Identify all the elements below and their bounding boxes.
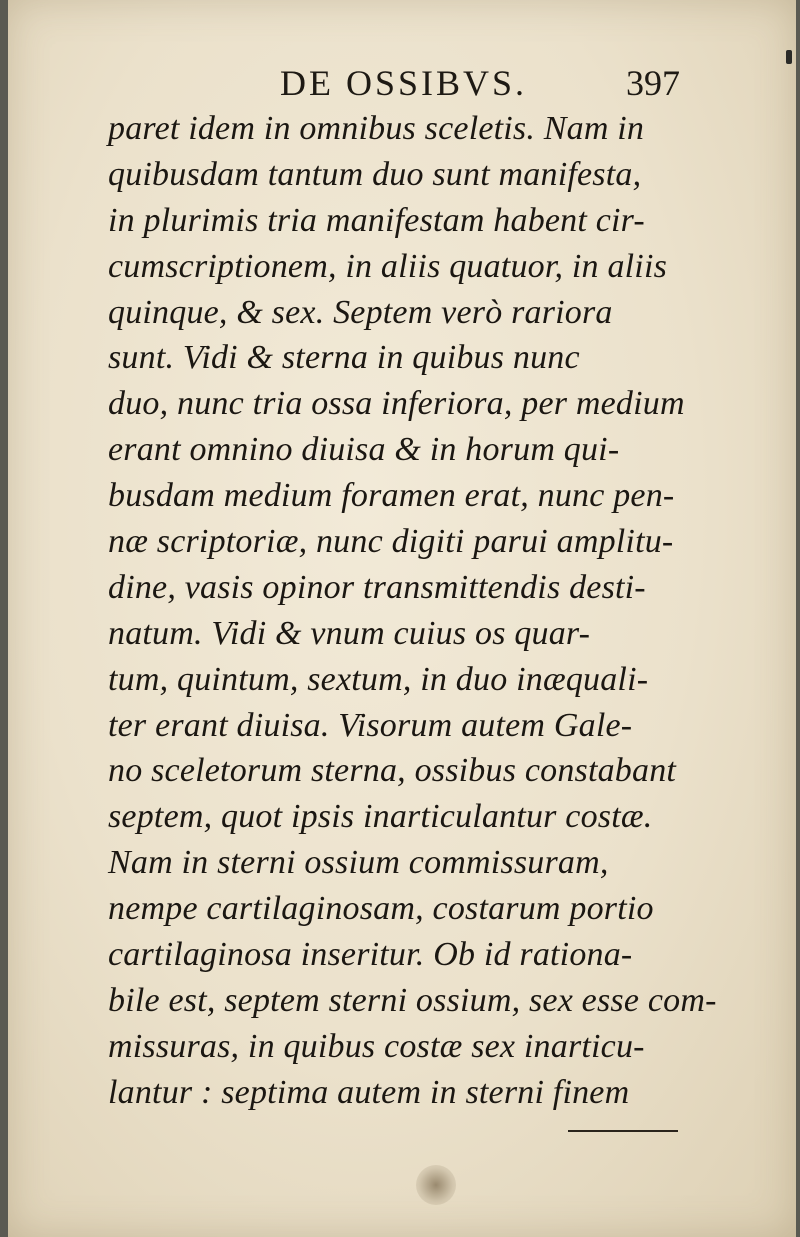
text-line: septem, quot ipsis inarticulantur costæ. [108,798,653,836]
text-line: quibusdam tantum duo sunt manifesta, [108,155,642,193]
text-line: nempe cartilaginosam, costarum portio [108,890,654,928]
text-line: quinque, & sex. Septem verò rariora [108,293,613,331]
text-line: sunt. Vidi & sterna in quibus nunc [108,339,580,377]
text-line: lantur : septima autem in sterni finem [108,1073,630,1111]
page-header [8,62,796,112]
ink-stain [416,1165,456,1205]
text-line: no sceletorum sterna, ossibus constabant [108,752,677,790]
text-line: natum. Vidi & vnum cuius os quar- [108,614,591,652]
body-text [108,106,717,1116]
text-line: bile est, septem sterni ossium, sex esse com- [108,981,717,1019]
text-line: duo, nunc tria ossa inferiora, per medium [108,385,685,423]
text-line: erant omnino diuisa & in horum qui- [108,431,620,469]
text-line: in plurimis tria manifestam habent cir- [108,201,645,239]
text-line: cartilaginosa inseritur. Ob id rationa- [108,936,633,974]
text-line: paret idem in omnibus sceletis. Nam in [108,110,645,147]
page-number: 397 [626,63,680,103]
text-line: ter erant diuisa. Visorum autem Gale- [108,706,633,744]
catchword-underline [568,1130,678,1132]
text-line: dine, vasis opinor transmittendis desti- [108,568,646,606]
text-line: Nam in sterni ossium commissuram, [108,844,609,882]
running-title: DE OSSIBVS. [280,63,528,103]
text-line: busdam medium foramen erat, nunc pen- [108,477,675,515]
book-page [8,0,796,1237]
text-line: cumscriptionem, in aliis quatuor, in aliis [108,247,668,285]
text-line: næ scriptoriæ, nunc digiti parui amplitu- [108,523,674,561]
text-line: missuras, in quibus costæ sex inarticu- [108,1027,645,1065]
text-line: tum, quintum, sextum, in duo inæquali- [108,660,649,698]
